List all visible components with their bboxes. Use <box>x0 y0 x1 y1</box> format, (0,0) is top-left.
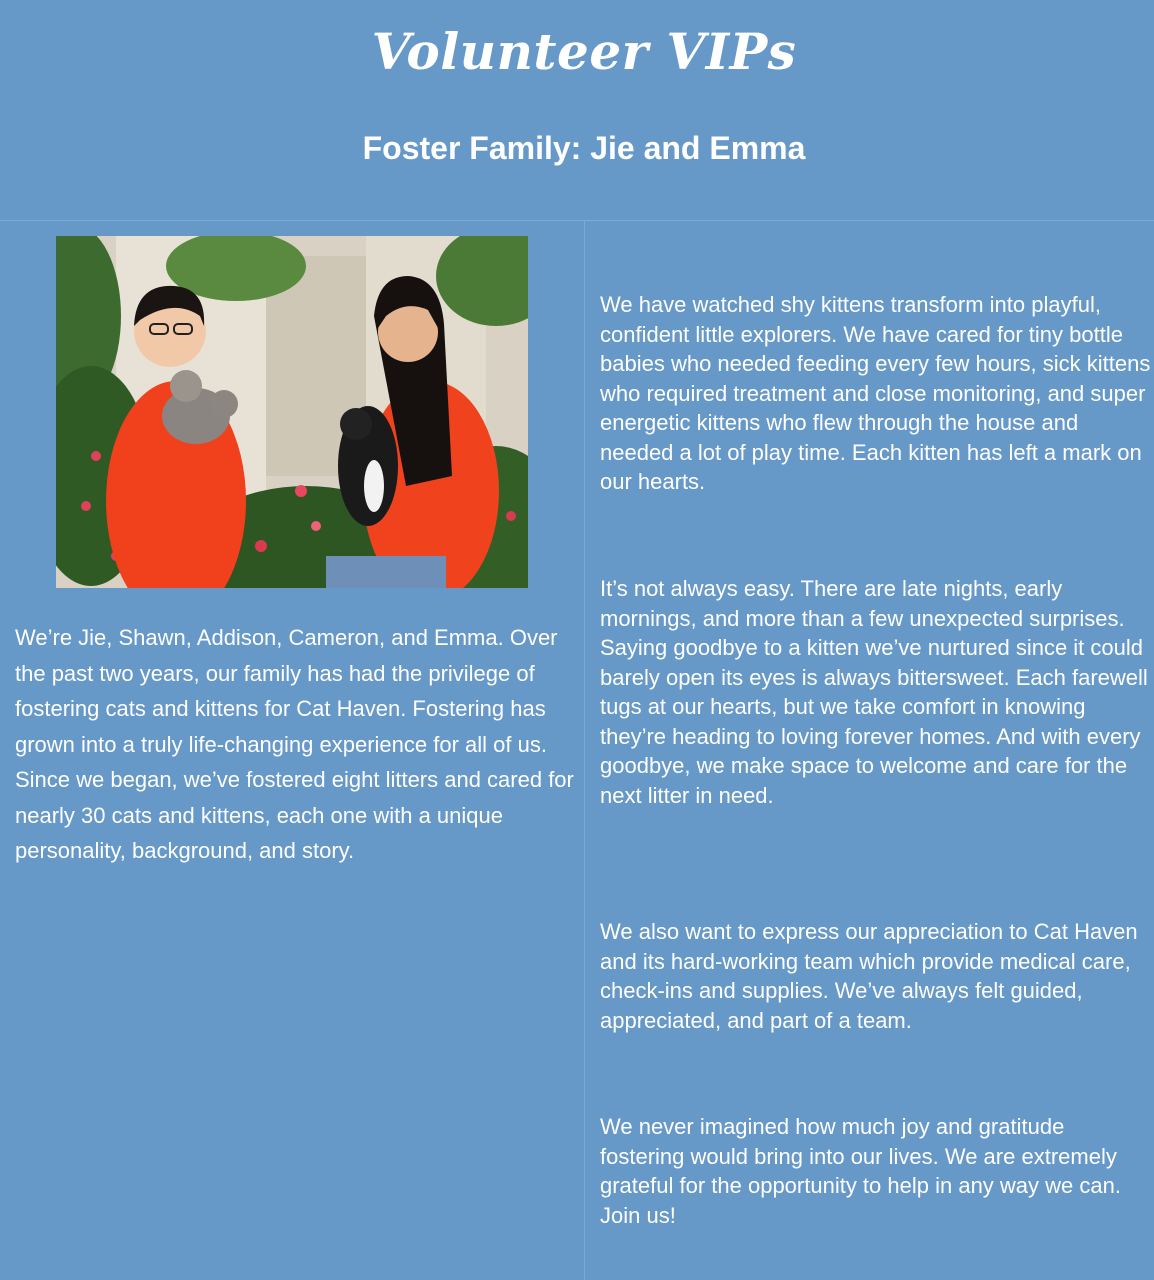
family-photo-with-kittens-icon <box>56 236 528 588</box>
column-divider <box>584 221 585 1280</box>
family-photo <box>56 236 528 588</box>
page-subtitle: Foster Family: Jie and Emma <box>362 130 806 166</box>
family-intro-text: We’re Jie, Shawn, Addison, Cameron, and Emma. Over the past two years, our family has had the privilege of fostering cats and kittens for Cat Haven. Fostering has grown into a truly life-changing experience for all of us. Since we began, we’ve fostered eight litters and cared for nearly 30 cats and kittens, each one with a unique personality, background, and story. <box>15 625 574 863</box>
story-paragraph: It’s not always easy. There are late nights, early mornings, and more than a few unexpected surprises. Saying goodbye to a kitten we’ve nurtured since it could barely open its eyes is always bittersweet. Each farewell tugs at our hearts, but we take comfort in knowing they’re heading to loving forever homes. And with every goodbye, we make space to welcome and care for the next litter in need. <box>600 576 1148 808</box>
page-title: Volunteer VIPs <box>371 22 797 81</box>
page-header <box>0 0 1154 221</box>
story-paragraph: We have watched shy kittens transform into playful, confident little explorers. We have cared for tiny bottle babies who needed feeding every few hours, sick kittens who required treatment and close monitoring, and super energetic kittens who flew through the house and needed a lot of play time. Each kitten has left a mark on our hearts. <box>600 292 1151 494</box>
story-paragraph: We never imagined how much joy and gratitude fostering would bring into our lives. We are extremely grateful for the opportunity to help in any way we can. Join us! <box>600 1114 1121 1228</box>
story-paragraph: We also want to express our appreciation to Cat Haven and its hard-working team which provide medical care, check-ins and supplies. We’ve always felt guided, appreciated, and part of a team. <box>600 919 1138 1033</box>
